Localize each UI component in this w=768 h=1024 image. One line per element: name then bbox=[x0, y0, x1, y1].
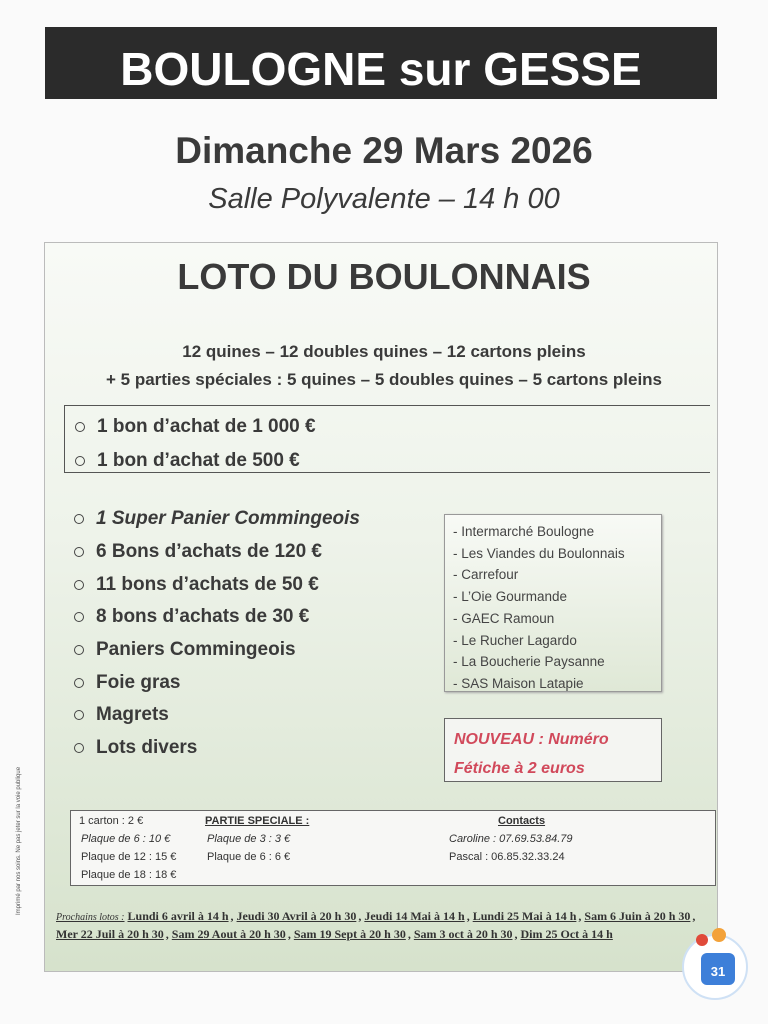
list-item bbox=[64, 503, 360, 536]
price-special3: Plaque de 3 : 3 € bbox=[207, 833, 291, 845]
event-title: LOTO DU BOULONNAIS bbox=[177, 256, 591, 297]
prize-label: 6 Bons d’achats de 120 € bbox=[96, 541, 322, 563]
loto-date: Sam 19 Sept à 20 h 30 bbox=[293, 927, 406, 941]
price-carton: 1 carton : 2 € bbox=[79, 815, 144, 827]
prize-list bbox=[64, 503, 360, 765]
loto-date: Dim 25 Oct à 14 h bbox=[520, 927, 613, 941]
prize-label: 1 bon d’achat de 500 € bbox=[97, 450, 300, 471]
pricing-box bbox=[70, 810, 716, 886]
bullet-icon bbox=[75, 456, 85, 466]
prize-label: Paniers Commingeois bbox=[96, 639, 296, 661]
decor-dot bbox=[712, 928, 726, 942]
list-item bbox=[64, 732, 360, 765]
sponsor: - Carrefour bbox=[453, 567, 519, 583]
list-item bbox=[64, 699, 360, 732]
prize-label: 8 bons d’achats de 30 € bbox=[96, 606, 310, 628]
side-note: Imprimé par nos soins. Ne pas jeter sur la voie publique bbox=[16, 766, 22, 915]
sponsor: - Les Viandes du Boulonnais bbox=[453, 545, 625, 561]
list-item bbox=[64, 568, 360, 601]
bullet-icon bbox=[74, 612, 84, 622]
sponsor-list bbox=[444, 514, 662, 692]
price-plaque18: Plaque de 18 : 18 € bbox=[81, 869, 177, 881]
bullet-icon bbox=[74, 743, 84, 753]
next-lotos: Prochains lotos : Lundi 6 avril à 14 h , Jeudi 30 Avril à 20 h 30 , Jeudi 14 Mai à 14 h , Lundi 25 Mai à 14 h , Sam 6 Juin à 20 h 30 , Mer 22 Juil à 20 h 30 , Sam 29 Aout à 20 h 30 , Sam 19 Sept à 20 h 30 , Sam 3 oct à 20 h 30 , Dim 25 Oct à 14 h bbox=[56, 909, 696, 941]
contact-caroline: Caroline : 07.69.53.84.79 bbox=[449, 833, 573, 845]
nouveau-line: Fétiche à 2 euros bbox=[454, 760, 585, 777]
sponsor: - GAEC Ramoun bbox=[453, 610, 555, 626]
contacts-title: Contacts bbox=[498, 815, 546, 827]
town-banner bbox=[45, 27, 717, 99]
loto-date: Sam 3 oct à 20 h 30 bbox=[413, 927, 513, 941]
loto-date: Sam 6 Juin à 20 h 30 bbox=[584, 909, 691, 923]
town-title: BOULOGNE sur GESSE bbox=[45, 27, 717, 99]
sponsor: - Intermarché Boulogne bbox=[453, 524, 595, 539]
list-item bbox=[65, 410, 710, 444]
event-venue: Salle Polyvalente – 14 h 00 bbox=[208, 183, 560, 215]
prize-label: 1 bon d’achat de 1 000 € bbox=[97, 416, 316, 437]
sponsor: - SAS Maison Latapie bbox=[453, 675, 584, 691]
list-item bbox=[64, 666, 360, 699]
main-prizes bbox=[64, 405, 710, 473]
prize-label: Magrets bbox=[96, 704, 169, 726]
list-item bbox=[65, 444, 710, 478]
event-date: Dimanche 29 Mars 2026 bbox=[175, 130, 593, 171]
nouveau-box bbox=[444, 718, 662, 782]
decor-dot bbox=[696, 934, 708, 946]
next-lotos-label: Prochains lotos : bbox=[56, 912, 125, 923]
calendar-icon: 31 bbox=[701, 953, 735, 985]
loto-date: Sam 29 Aout à 20 h 30 bbox=[171, 927, 286, 941]
bullet-icon bbox=[74, 514, 84, 524]
price-plaque12: Plaque de 12 : 15 € bbox=[81, 851, 177, 863]
list-item bbox=[64, 601, 360, 634]
contact-pascal: Pascal : 06.85.32.33.24 bbox=[449, 851, 565, 863]
games-line: + 5 parties spéciales : 5 quines – 5 doubles quines – 5 cartons pleins bbox=[105, 370, 663, 389]
special-title: PARTIE SPECIALE : bbox=[205, 815, 310, 827]
list-item bbox=[64, 634, 360, 667]
loto-date: Jeudi 14 Mai à 14 h bbox=[364, 909, 465, 923]
prize-label: Foie gras bbox=[96, 671, 181, 693]
sponsor: - L’Oie Gourmande bbox=[453, 589, 568, 605]
games-line: 12 quines – 12 doubles quines – 12 cartons pleins bbox=[182, 342, 586, 361]
list-item bbox=[64, 536, 360, 569]
loto-date: Lundi 6 avril à 14 h bbox=[127, 909, 229, 923]
bullet-icon bbox=[74, 547, 84, 557]
bullet-icon bbox=[74, 678, 84, 688]
price-special6: Plaque de 6 : 6 € bbox=[207, 851, 291, 863]
prize-label: 11 bons d’achats de 50 € bbox=[96, 573, 319, 595]
bullet-icon bbox=[74, 580, 84, 590]
calendar-button[interactable] bbox=[682, 934, 748, 1000]
prize-label: 1 Super Panier Commingeois bbox=[96, 508, 360, 530]
price-plaque6: Plaque de 6 : 10 € bbox=[81, 833, 171, 845]
bullet-icon bbox=[74, 645, 84, 655]
bullet-icon bbox=[74, 710, 84, 720]
sponsor: - La Boucherie Paysanne bbox=[453, 654, 605, 670]
loto-date: Lundi 25 Mai à 14 h bbox=[472, 909, 577, 923]
sponsor: - Le Rucher Lagardo bbox=[453, 632, 577, 648]
prize-label: Lots divers bbox=[96, 737, 198, 759]
loto-date: Jeudi 30 Avril à 20 h 30 bbox=[236, 909, 357, 923]
loto-date: Mer 22 Juil à 20 h 30 bbox=[56, 927, 164, 941]
nouveau-line: NOUVEAU : Numéro bbox=[454, 731, 609, 748]
bullet-icon bbox=[75, 422, 85, 432]
games-description bbox=[0, 338, 768, 394]
